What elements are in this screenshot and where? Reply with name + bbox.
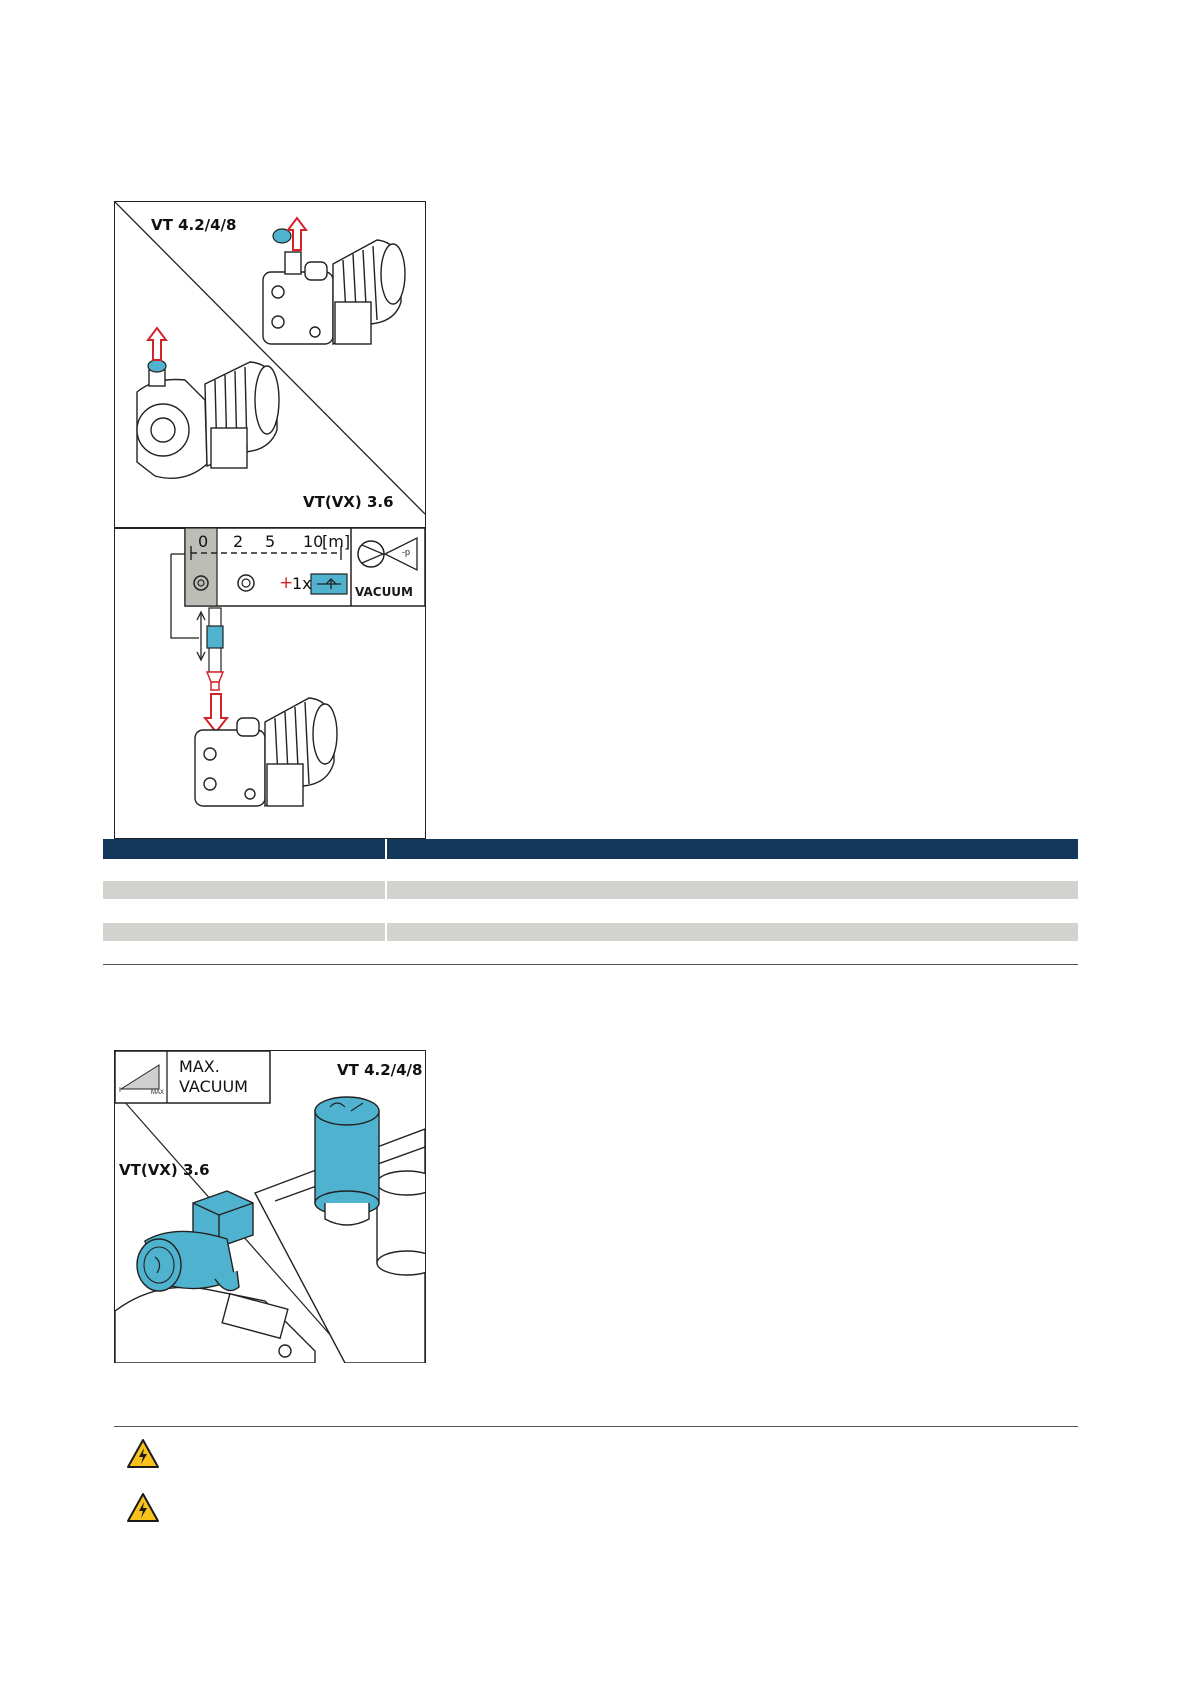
pressure-symbol: -p: [402, 547, 411, 557]
model-label-top: VT 4.2/4/8: [337, 1061, 423, 1079]
vacuum-label: VACUUM: [355, 585, 413, 599]
installation-illustration: [115, 202, 425, 838]
wedge-min-label: I: [119, 1087, 121, 1094]
vx-cap-icon: [148, 360, 166, 372]
vacuum-adjust-illustration: [115, 1051, 425, 1363]
high-voltage-warning-icon: [126, 1438, 160, 1470]
pump-vx-drawing: [137, 362, 279, 478]
scale-tick-10: 10: [303, 532, 324, 551]
cap-icon: [273, 229, 291, 243]
table-bottom-rule: [103, 964, 1078, 965]
high-voltage-warning-icon: [126, 1492, 160, 1524]
down-arrow-icon: [205, 694, 227, 732]
vx-up-arrow-icon: [148, 328, 166, 360]
setting-label-line2: VACUUM: [179, 1077, 248, 1096]
addon-plus: +: [279, 573, 294, 593]
table-header-row: [103, 839, 1078, 859]
scale-tick-0: 0: [198, 532, 209, 551]
inline-valve-icon: [207, 626, 223, 648]
table-row: [103, 923, 1078, 941]
warning-section-rule: [114, 1426, 1078, 1427]
pump-vt-drawing: [263, 240, 405, 344]
model-label-left: VT(VX) 3.6: [119, 1161, 210, 1179]
setting-label-line1: MAX.: [179, 1057, 220, 1076]
model-label-top: VT 4.2/4/8: [151, 216, 237, 234]
relief-valve-icon: [137, 1191, 253, 1291]
model-label-bottom: VT(VX) 3.6: [303, 493, 394, 511]
vacuum-regulator-icon: [315, 1097, 379, 1225]
addon-count: 1x: [292, 574, 312, 593]
silencer-drawing: [377, 1171, 425, 1275]
installation-figure: [114, 201, 426, 839]
scale-tick-2: 2: [233, 532, 244, 551]
table-row: [103, 881, 1078, 899]
scale-tick-5: 5: [265, 532, 276, 551]
vacuum-adjust-figure: [114, 1050, 426, 1363]
wedge-max-label: MAX: [151, 1090, 165, 1096]
scale-unit: [m]: [322, 532, 351, 551]
